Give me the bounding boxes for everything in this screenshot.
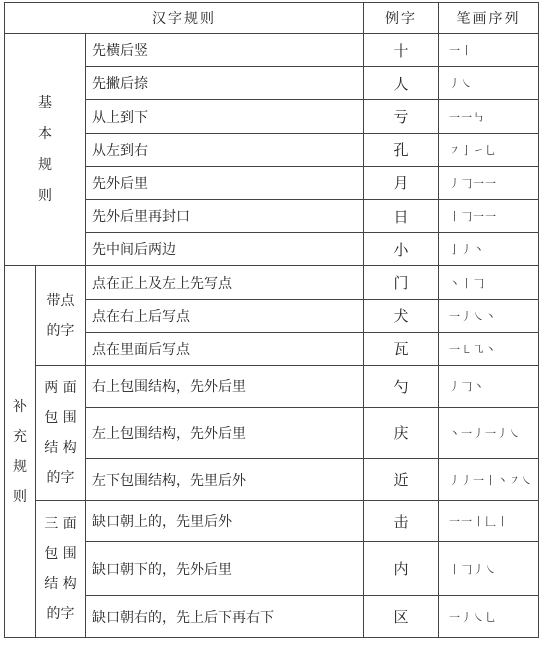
rule-text: 点在里面后写点	[86, 332, 364, 365]
example-char: 庆	[364, 407, 439, 459]
table-row	[5, 407, 539, 459]
example-char: 近	[364, 459, 439, 501]
rule-text: 先外后里再封口	[86, 200, 364, 233]
rule-text: 缺口朝右的，先上后下再右下	[86, 596, 364, 638]
stroke-sequence: 丨𠃌丿㇏	[439, 542, 539, 596]
example-char: 小	[364, 233, 439, 266]
stroke-sequence: 丿㇏	[439, 67, 539, 100]
rule-text: 先撇后捺	[86, 67, 364, 100]
example-char: 内	[364, 542, 439, 596]
table-row	[5, 100, 539, 133]
rule-text: 右上包围结构，先外后里	[86, 366, 364, 408]
example-char: 日	[364, 200, 439, 233]
stroke-sequence: 丨𠃌一一	[439, 200, 539, 233]
rule-text: 先中间后两边	[86, 233, 364, 266]
rule-text: 从左到右	[86, 133, 364, 166]
stroke-sequence: 丿丿一丨丶㇇㇏	[439, 459, 539, 501]
table-row	[5, 500, 539, 542]
example-char: 区	[364, 596, 439, 638]
rule-text: 先横后竖	[86, 34, 364, 67]
example-char: 十	[364, 34, 439, 67]
table-row	[5, 459, 539, 501]
header-strokes: 笔画序列	[439, 3, 539, 34]
table-row	[5, 366, 539, 408]
rule-text: 缺口朝下的，先外后里	[86, 542, 364, 596]
stroke-sequence: 一丿㇏乚	[439, 596, 539, 638]
header-row	[5, 3, 539, 34]
table-row	[5, 34, 539, 67]
stroke-order-rules-table	[4, 2, 539, 638]
stroke-sequence: 一丨	[439, 34, 539, 67]
stroke-sequence: 丶丨𠃌	[439, 266, 539, 299]
table-row	[5, 133, 539, 166]
example-char: 人	[364, 67, 439, 100]
table-row	[5, 67, 539, 100]
rule-text: 从上到下	[86, 100, 364, 133]
table-row	[5, 200, 539, 233]
table-row	[5, 166, 539, 199]
stroke-sequence: 一丿㇏丶	[439, 299, 539, 332]
supplementary-rules-category: 补 充 规 则	[5, 266, 36, 638]
stroke-sequence: 一一丨𠃊丨	[439, 500, 539, 542]
example-char: 孔	[364, 133, 439, 166]
rule-text: 点在右上后写点	[86, 299, 364, 332]
stroke-sequence: ㇇亅㇀乚	[439, 133, 539, 166]
header-rule: 汉字规则	[5, 3, 364, 34]
stroke-sequence: 一一㇉	[439, 100, 539, 133]
example-char: 亏	[364, 100, 439, 133]
rule-text: 先外后里	[86, 166, 364, 199]
stroke-sequence: 亅丿丶	[439, 233, 539, 266]
rule-text: 缺口朝上的，先里后外	[86, 500, 364, 542]
stroke-sequence: 丶一丿一丿㇏	[439, 407, 539, 459]
stroke-sequence: 丿𠃌丶	[439, 366, 539, 408]
group-two-sided-enclosure: 两 面 包 围 结 构 的字	[36, 366, 86, 501]
group-three-sided-enclosure: 三 面 包 围 结 构 的字	[36, 500, 86, 637]
rule-text: 点在正上及左上先写点	[86, 266, 364, 299]
example-char: 瓦	[364, 332, 439, 365]
table-row	[5, 332, 539, 365]
rule-text: 左上包围结构，先外后里	[86, 407, 364, 459]
example-char: 门	[364, 266, 439, 299]
rule-text: 左下包围结构，先里后外	[86, 459, 364, 501]
example-char: 月	[364, 166, 439, 199]
example-char: 犬	[364, 299, 439, 332]
header-example: 例字	[364, 3, 439, 34]
example-char: 勺	[364, 366, 439, 408]
table-row	[5, 299, 539, 332]
example-char: 击	[364, 500, 439, 542]
group-dotted-chars: 带点 的字	[36, 266, 86, 366]
stroke-sequence: 丿𠃌一一	[439, 166, 539, 199]
table-row	[5, 233, 539, 266]
table-row	[5, 542, 539, 596]
stroke-sequence: 一㇄㇈丶	[439, 332, 539, 365]
basic-rules-category: 基 本 规 则	[5, 34, 86, 266]
table-row	[5, 596, 539, 638]
table-row	[5, 266, 539, 299]
